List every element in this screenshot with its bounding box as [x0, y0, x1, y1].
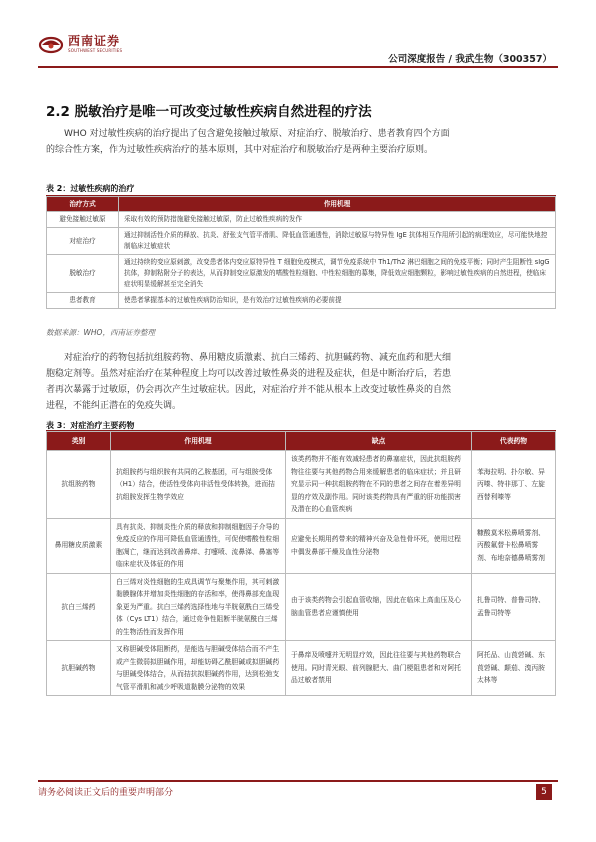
table2-source: 数据来源：WHO，西南证券整理 — [46, 328, 155, 337]
table-row — [47, 293, 556, 309]
drug-category-cell: 抗白三烯药 — [47, 573, 111, 641]
drug-mechanism-cell: 又称胆碱受体阻断药，是能选与胆碱受体结合而不产生或产生微弱拟胆碱作用，却能妨碍乙酰胆碱或拟胆碱药与胆碱受体结合，从而拮抗拟胆碱药作用，达到松弛支气管平滑肌和减少呼吸道黏膜分泌物的效果 — [111, 641, 286, 696]
drug-category-cell: 抗胆碱药物 — [47, 641, 111, 696]
company-logo — [38, 34, 122, 54]
report-type-header: 公司深度报告 / 我武生物（300357） — [388, 54, 552, 65]
treatment-mechanism-cell: 采取有效的预防措施避免接触过敏原，防止过敏性疾病的发作 — [119, 212, 556, 228]
table-row — [47, 451, 556, 519]
table3-header-drugs: 代表药物 — [472, 432, 556, 451]
drug-mechanism-cell: 抗组胺药与组织胺有共同的乙胺基团，可与组胺受体（H1）结合，使活性受体向非活性受体转换，进而拮抗组胺发挥生物学效应 — [111, 451, 286, 519]
representative-drugs-cell: 糠酸莫米松鼻喷雾剂、丙酸氟替卡松鼻喷雾剂、布地奈德鼻喷雾剂 — [472, 518, 556, 573]
logo-cn-text: 西南证券 — [68, 34, 121, 48]
treatment-method-cell: 对症治疗 — [47, 228, 119, 255]
table2-header-method: 治疗方式 — [47, 197, 119, 212]
representative-drugs-cell: 苯海拉明、扑尔敏、异丙嗪、特非那丁、左旋西替利嗪等 — [472, 451, 556, 519]
symptomatic-drugs-table — [46, 431, 556, 696]
disclaimer-notice: 请务必阅读正文后的重要声明部分 — [38, 788, 174, 798]
treatment-method-cell: 避免接触过敏原 — [47, 212, 119, 228]
symptomatic-treatment-paragraph: 对症治疗的药物包括抗组胺药物、鼻用糖皮质激素、抗白三烯药、抗胆碱药物、减充血药和肥大细胞稳定剂等。虽然对症治疗在某种程度上均可以改善过敏性鼻炎的进程及症状，但是中断治疗后，若患者再次暴露于过敏原，仍会再次产生过敏症状。因此，对症治疗并不能从根本上改变过敏性鼻炎的自然进程，不能纠正潜在的免疫失调。 — [46, 353, 452, 411]
representative-drugs-cell: 扎鲁司特、普鲁司特、孟鲁司特等 — [472, 573, 556, 641]
table3-header-mechanism: 作用机理 — [111, 432, 286, 451]
table-row — [47, 518, 556, 573]
table-row — [47, 212, 556, 228]
drug-drawback-cell: 该类药物并不能有效减轻患者的鼻塞症状，因此抗组胺药物往往要与其他药物合用来缓解患者的临床症状；并且研究显示同一种抗组胺药物在不同的患者之间存在着差异明显的疗效及副作用。同时该类药物具有严重的肝功能损害及潜在的心血管疾病 — [286, 451, 472, 519]
table-row — [47, 573, 556, 641]
treatment-mechanism-cell: 通过持续的变应原刺激，改变患者体内变应原特异性 T 细胞免疫模式，调节免疫系统中 Th1/Th2 淋巴细胞之间的免疫平衡；同时产生阻断性 sIgG 抗体，抑制粘附分子的表达，从而抑制变应原激发的嗜酸性粒细胞、中性粒细胞的募集，降低效应细胞颗粒，影响过敏性疾病的自然进程，使临床症状明显缓解甚至完全消失 — [119, 255, 556, 293]
treatment-method-cell: 脱敏治疗 — [47, 255, 119, 293]
table-row — [47, 228, 556, 255]
treatment-mechanism-cell: 通过抑制活性介质的释放、抗炎、舒张支气管平滑肌、降低血管通透性，消除过敏原与特异性 IgE 抗体相互作用所引起的病理效应，尽可能快地控制临床过敏症状 — [119, 228, 556, 255]
table3-header-drawback: 缺点 — [286, 432, 472, 451]
treatment-method-cell: 患者教育 — [47, 293, 119, 309]
treatment-mechanism-cell: 使患者掌握基本的过敏性疾病防治知识，是有效治疗过敏性疾病的必要前提 — [119, 293, 556, 309]
page-number: 5 — [536, 784, 552, 800]
drug-drawback-cell: 应避免长期用药带来的精神兴奋及急性骨坏死，使用过程中偶发鼻部干燥及血性分泌物 — [286, 518, 472, 573]
table3-caption: 表 3：对症治疗主要药物 — [46, 421, 135, 430]
drug-category-cell: 抗组胺药物 — [47, 451, 111, 519]
drug-drawback-cell: 由于该类药物会引起血管收缩，因此在临床上高血压及心脑血管患者应谨慎使用 — [286, 573, 472, 641]
drug-mechanism-cell: 白三烯对炎性细胞的生成具调节与聚集作用，其可刺激黏膜腺体并增加炎性细胞的存活和率，使得鼻部充血现象更为严重。抗白三烯药选择性地与半胱氨酰白三烯受体（Cys LT1）结合，通过竞争性阻断半胱氨酰白三烯的生物活性而发挥作用 — [111, 573, 286, 641]
header-divider — [38, 66, 558, 68]
table-row — [47, 641, 556, 696]
table2-caption: 表 2：过敏性疾病的治疗 — [46, 184, 135, 193]
table2-header-mechanism: 作用机理 — [119, 197, 556, 212]
table3-header-category: 类别 — [47, 432, 111, 451]
drug-category-cell: 鼻用糖皮质激素 — [47, 518, 111, 573]
footer-divider — [38, 780, 558, 782]
table-row — [47, 255, 556, 293]
allergy-treatment-table — [46, 196, 556, 309]
representative-drugs-cell: 阿托品、山莨菪碱、东莨菪碱、颠茄、溴丙胺太林等 — [472, 641, 556, 696]
section-title: 2.2 脱敏治疗是唯一可改变过敏性疾病自然进程的疗法 — [46, 104, 372, 120]
logo-en-text: SOUTHWEST SECURITIES — [68, 48, 123, 53]
drug-mechanism-cell: 具有抗炎、抑制炎性介质的释放和抑制细胞因子介导的免疫反应的作用可降低血管通透性，可促使嗜酸性粒细胞凋亡，继而达到改善鼻痒、打嚏喷、流鼻涕、鼻塞等临床症状及体征的作用 — [111, 518, 286, 573]
drug-drawback-cell: 于鼻痒及喷嚏并无明显疗效，因此往往要与其他药物联合使用。同时青光眼、前列腺肥大、曲门梗阻患者和对阿托品过敏者禁用 — [286, 641, 472, 696]
intro-paragraph: WHO 对过敏性疾病的治疗提出了包含避免接触过敏原、对症治疗、脱敏治疗、患者教育四个方面的综合性方案，作为过敏性疾病治疗的基本原则，其中对症治疗和脱敏治疗是两种主要治疗原则。 — [46, 129, 450, 155]
logo-mark-icon — [38, 34, 64, 54]
